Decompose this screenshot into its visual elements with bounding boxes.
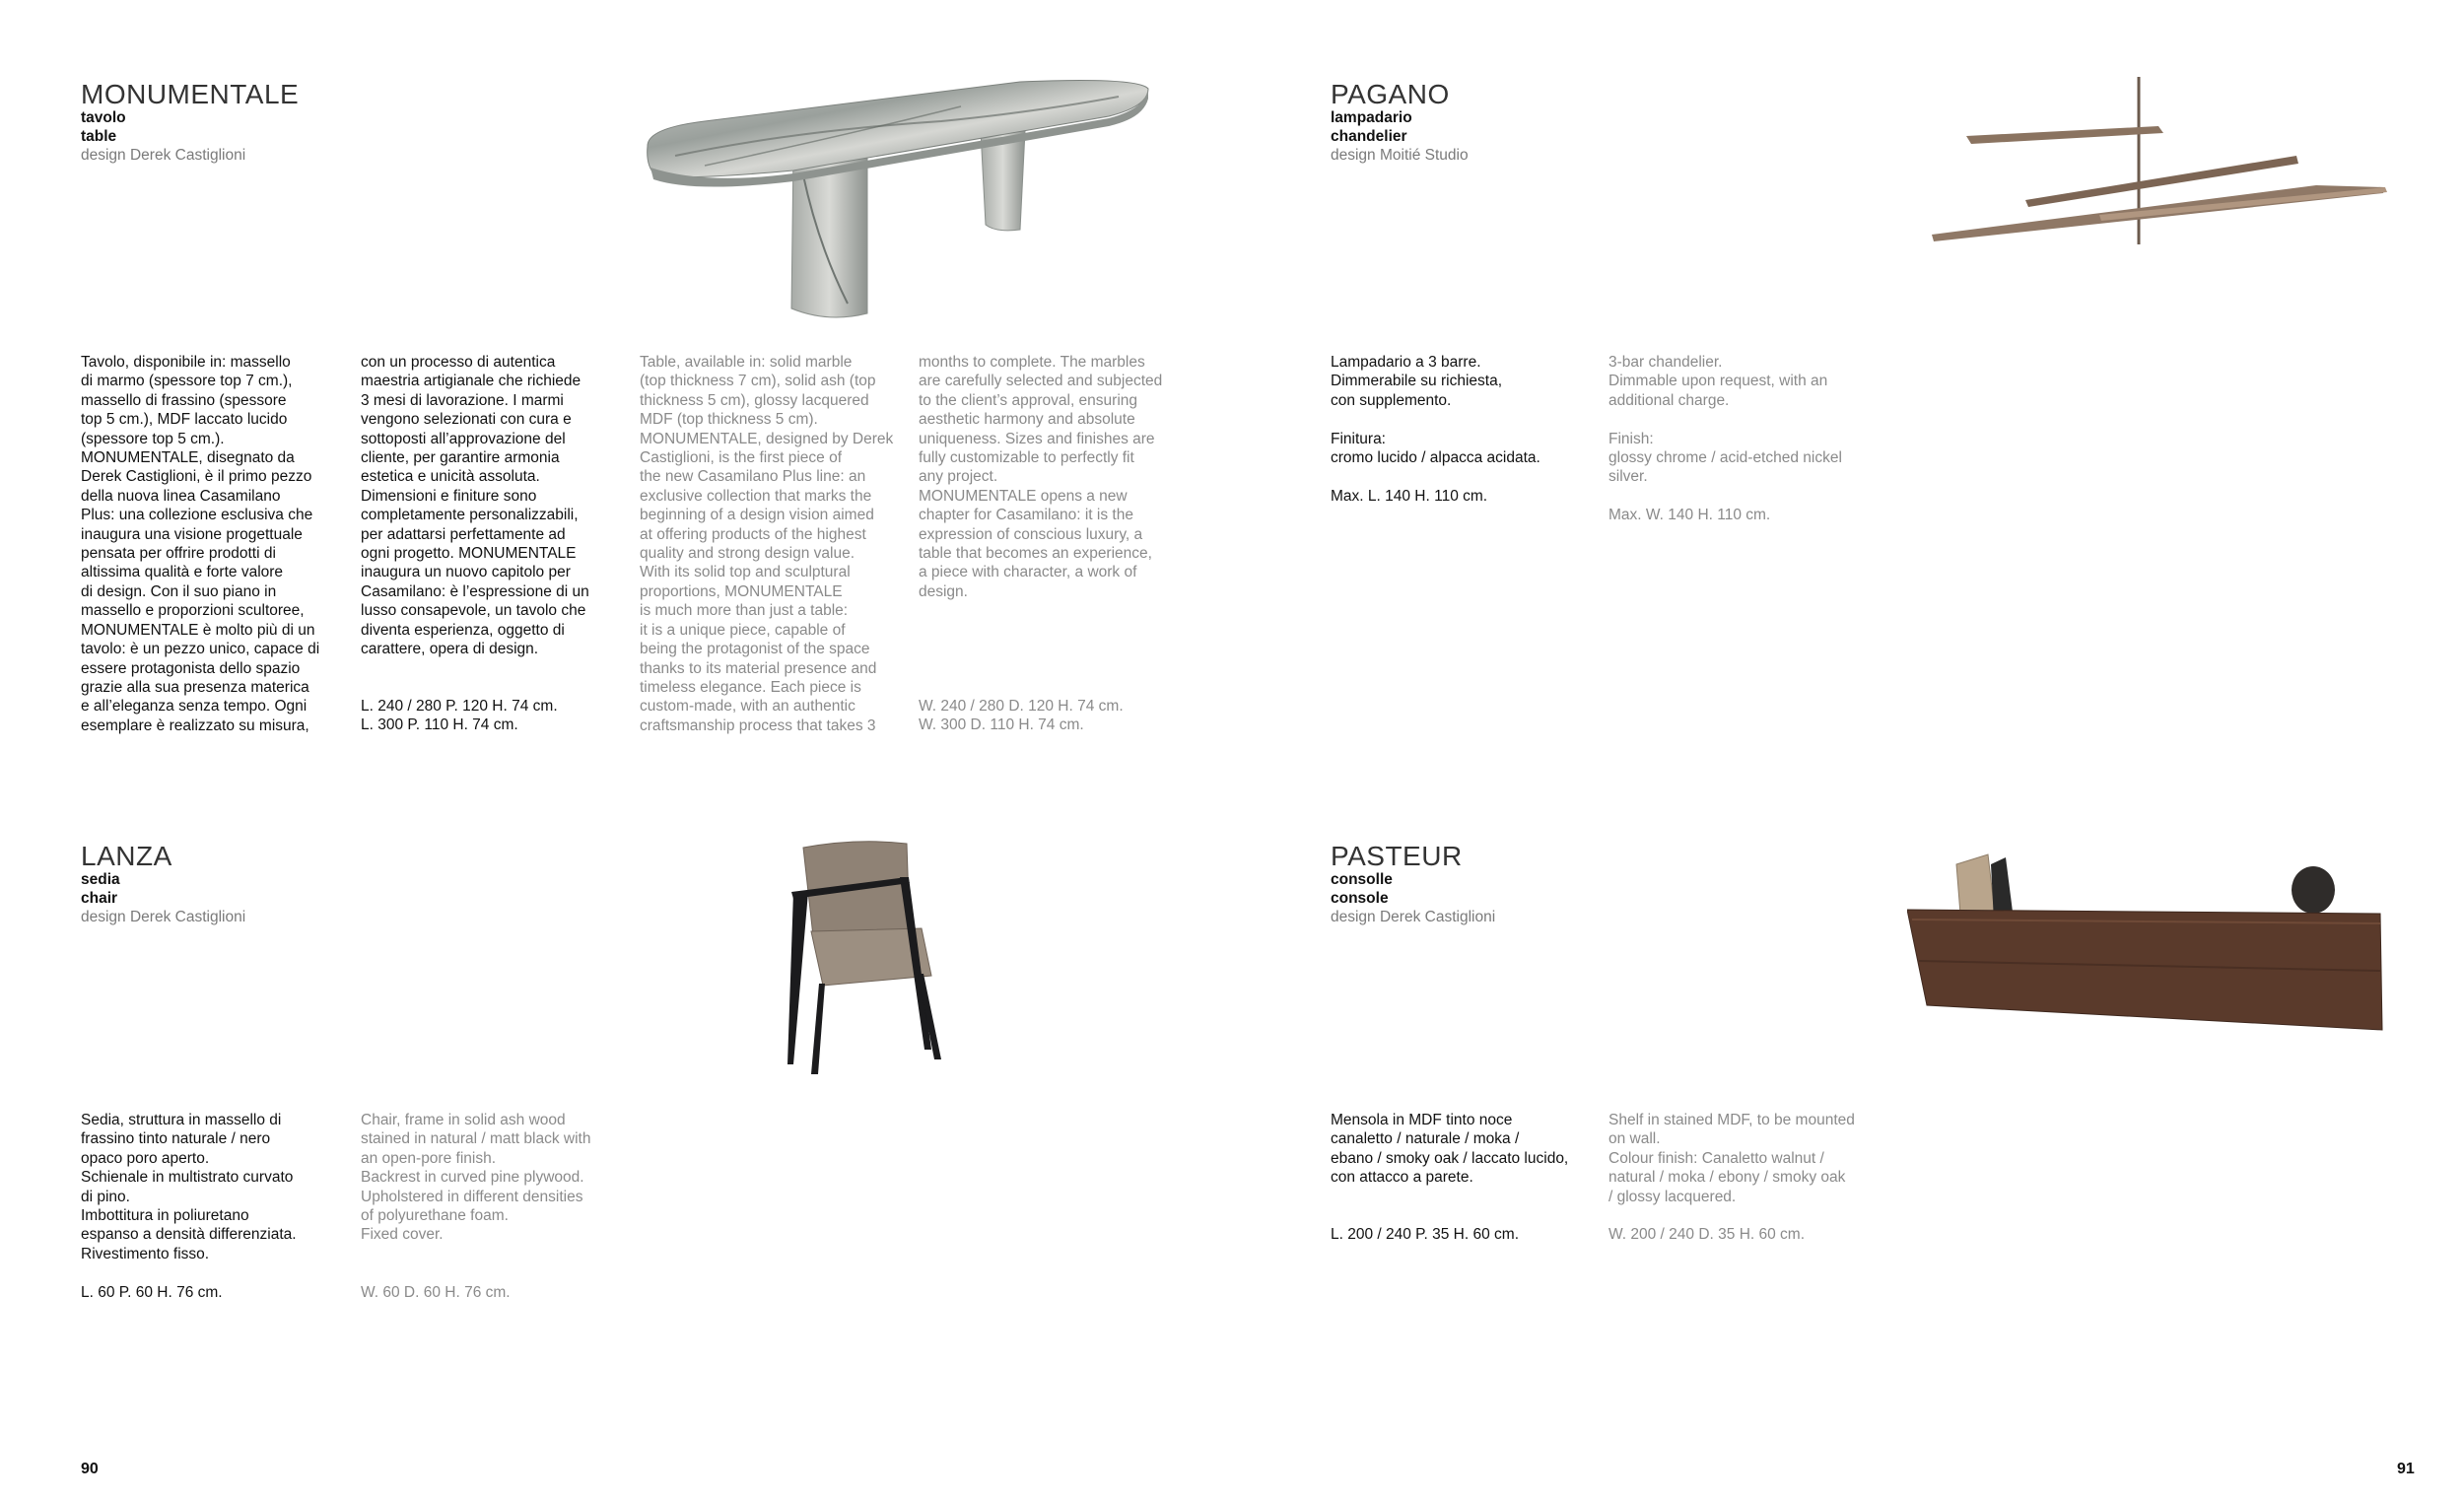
lanza-type-en: chair bbox=[81, 890, 118, 907]
pasteur-title: PASTEUR bbox=[1331, 841, 1463, 871]
monumentale-dims-it: L. 240 / 280 P. 120 H. 74 cm. L. 300 P. 110 H. 74 cm. bbox=[361, 698, 558, 734]
pasteur-console-image bbox=[1907, 843, 2390, 1040]
pasteur-type-en: console bbox=[1331, 890, 1389, 907]
monumentale-desc-en-2: months to complete. The marbles are carefully selected and subjected to the client’s approval, ensuring aesthetic harmony and absolute uniqueness. Sizes and finishes are fully customizable to perfectly fit any project. MONUMENTALE opens a new chapter for Casamilano: it is the expression of conscious luxury, a table that becomes an experience, a piece with character, a work of design. bbox=[919, 354, 1163, 600]
monumentale-type-en: table bbox=[81, 128, 117, 145]
monumentale-desc-it-2: con un processo di autentica maestria artigianale che richiede 3 mesi di lavorazione. I marmi vengono selezionati con cura e sottoposti all’approvazione del cliente, per garantire armonia estetica e unicità assoluta. Dimensioni e finiture sono completamente personalizzabili, per adattarsi perfettamente ad ogni progetto. MONUMENTALE inaugura un nuovo capitolo per Casamilano: è l’espressione di un lusso consapevole, un tavolo che diventa esperienza, oggetto di carattere, opera di design. bbox=[361, 354, 589, 658]
pasteur-dims-en: W. 200 / 240 D. 35 H. 60 cm. bbox=[1608, 1226, 1806, 1243]
pasteur-desc-en: Shelf in stained MDF, to be mounted on wall. Colour finish: Canaletto walnut / natural / moka / ebony / smoky oak / glossy lacquered. bbox=[1608, 1112, 1855, 1205]
pasteur-designer: design Derek Castiglioni bbox=[1331, 909, 1496, 925]
monumentale-type-it: tavolo bbox=[81, 109, 126, 126]
monumentale-designer: design Derek Castiglioni bbox=[81, 147, 246, 164]
pagano-designer: design Moitié Studio bbox=[1331, 147, 1469, 164]
lanza-desc-en: Chair, frame in solid ash wood stained in natural / matt black with an open-pore finish. Backrest in curved pine plywood. Upholstered in different densities of polyurethane foam. Fixed cover. bbox=[361, 1112, 591, 1244]
monumentale-table-image bbox=[646, 77, 1153, 328]
monumentale-desc-en-1: Table, available in: solid marble (top thickness 7 cm), solid ash (top thickness 5 cm), glossy lacquered MDF (top thickness 5 cm). MONUMENTALE, designed by Derek Castiglioni, is the first piece of the new Casamilano Plus line: an exclusive collection that marks the beginning of a design vision aimed at offering products of the highest quality and strong design value. With its solid top and sculptural proportions, MONUMENTALE is much more than just a table: it is a unique piece, capable of being the protagonist of the space thanks to its material presence and timeless elegance. Each piece is custom-made, with an authentic craftsmanship process that takes 3 bbox=[640, 354, 894, 734]
pasteur-desc-it: Mensola in MDF tinto noce canaletto / naturale / moka / ebano / smoky oak / laccato lucido, con attacco a parete. bbox=[1331, 1112, 1569, 1187]
lanza-desc-it: Sedia, struttura in massello di frassino tinto naturale / nero opaco poro aperto. Schienale in multistrato curvato di pino. Imbottitura in poliuretano espanso a densità differenziata. Rivestimento fisso. bbox=[81, 1112, 297, 1262]
pagano-desc-en: 3-bar chandelier. Dimmable upon request, with an additional charge. Finish: glossy chrome / acid-etched nickel silver. Max. W. 140 H. 110 cm. bbox=[1608, 354, 1842, 524]
monumentale-desc-it-1: Tavolo, disponibile in: massello di marmo (spessore top 7 cm.), massello di frassino (spessore top 5 cm.), MDF laccato lucido (spessore top 5 cm.). MONUMENTALE, disegnato da Derek Castiglioni, è il primo pezzo della nuova linea Casamilano Plus: una collezione esclusiva che inaugura una visione progettuale pensata per offrire prodotti di altissima qualità e forte valore di design. Con il suo piano in massello e proporzioni scultoree, MONUMENTALE è molto più di un tavolo: è un pezzo unico, capace di essere protagonista dello spazio grazie alla sua presenza materica e all’eleganza senza tempo. Ogni esemplare è realizzato su misura, bbox=[81, 354, 320, 734]
lanza-dims-en: W. 60 D. 60 H. 76 cm. bbox=[361, 1284, 511, 1301]
pagano-desc-it: Lampadario a 3 barre. Dimmerabile su richiesta, con supplemento. Finitura: cromo lucido / alpacca acidata. Max. L. 140 H. 110 cm. bbox=[1331, 354, 1540, 505]
pagano-chandelier-image bbox=[1922, 77, 2395, 254]
lanza-chair-image bbox=[784, 838, 1020, 1079]
lanza-dims-it: L. 60 P. 60 H. 76 cm. bbox=[81, 1284, 223, 1301]
pagano-type-it: lampadario bbox=[1331, 109, 1412, 126]
pasteur-dims-it: L. 200 / 240 P. 35 H. 60 cm. bbox=[1331, 1226, 1520, 1243]
monumentale-dims-en: W. 240 / 280 D. 120 H. 74 cm. W. 300 D. 110 H. 74 cm. bbox=[919, 698, 1124, 734]
lanza-type-it: sedia bbox=[81, 871, 120, 888]
pagano-title: PAGANO bbox=[1331, 79, 1450, 109]
monumentale-title: MONUMENTALE bbox=[81, 79, 300, 109]
lanza-title: LANZA bbox=[81, 841, 172, 871]
pasteur-type-it: consolle bbox=[1331, 871, 1393, 888]
page-number-right: 91 bbox=[2397, 1461, 2415, 1477]
lanza-designer: design Derek Castiglioni bbox=[81, 909, 246, 925]
pagano-type-en: chandelier bbox=[1331, 128, 1407, 145]
page-number-left: 90 bbox=[81, 1461, 99, 1477]
